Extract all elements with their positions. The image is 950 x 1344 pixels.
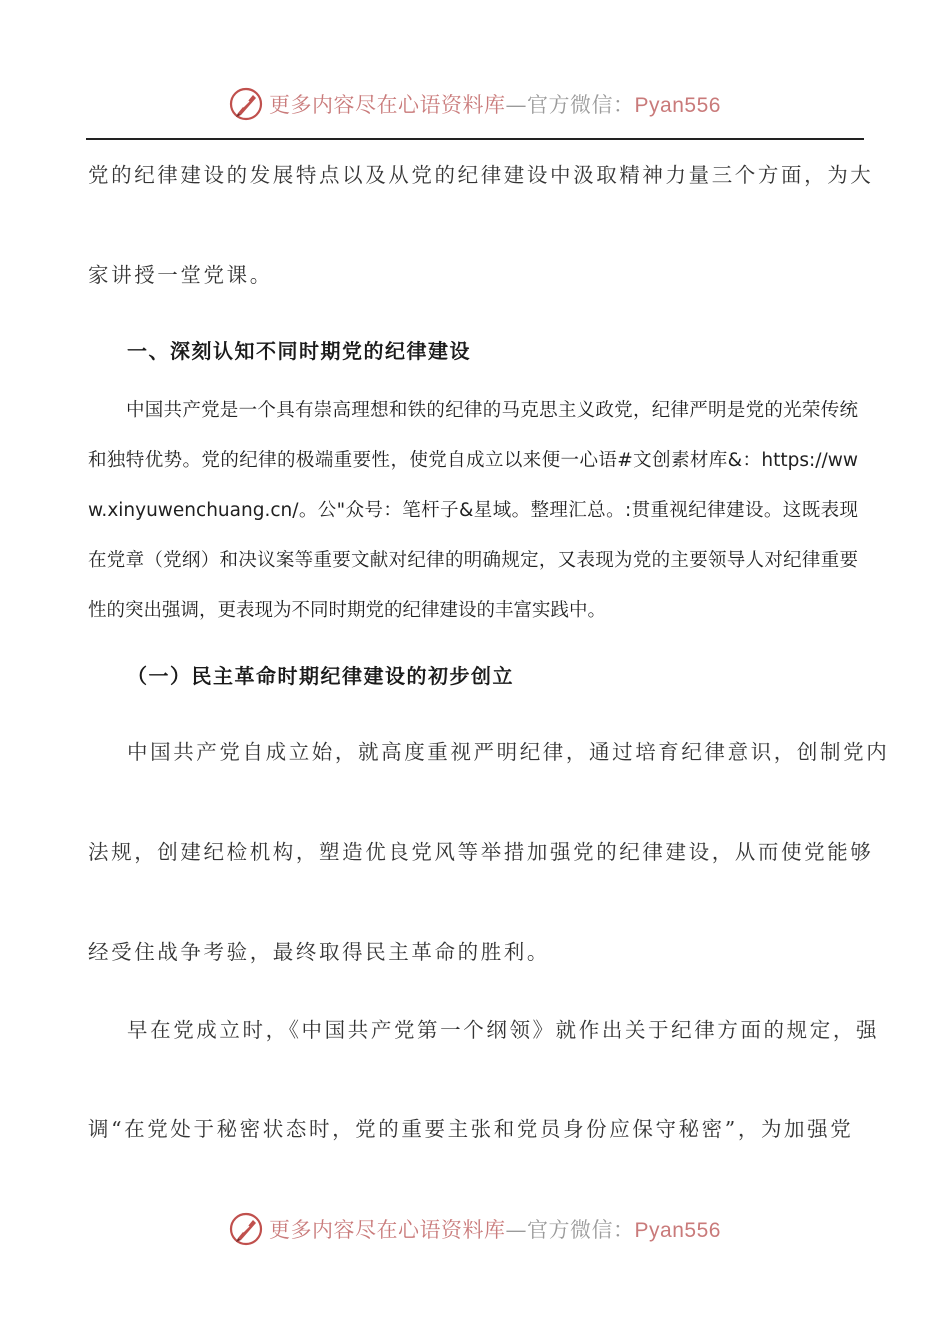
quill-pen-logo-icon — [229, 1212, 263, 1246]
header-banner — [0, 82, 950, 126]
paragraph-2-line-3: 经受住战争考验，最终取得民主革命的胜利。 — [88, 940, 550, 964]
paragraph-3-line-2: 调“在党处于秘密状态时，党的重要主张和党员身份应保守秘密”，为加强党 — [88, 1117, 854, 1141]
footer-banner — [0, 1207, 950, 1251]
footer-wechat-label: 官方微信： — [527, 1218, 635, 1242]
header-wechat-id: Pyan556 — [634, 94, 721, 117]
paragraph-2-line-1: 中国共产党自成立始，就高度重视严明纪律，通过培育纪律意识，创制党内 — [127, 740, 890, 764]
section-1-paragraph: 中国共产党是一个具有崇高理想和铁的纪律的马克思主义政党，纪律严明是党的光荣传统和独特优势。党的纪律的极端重要性，使党自成立以来便一心语#文创素材库&：https://www.xinyuwenchuang.cn/。公"众号：笔杆子&星域。整理汇总。:贯重视纪律建设。这既表现在党章（党纲）和决议案等重要文献对纪律的明确规定，又表现为党的主要领导人对纪律重要性的突出强调，更表现为不同时期党的纪律建设的丰富实践中。 — [88, 400, 858, 621]
paragraph-2-line-2: 法规，创建纪检机构，塑造优良党风等举措加强党的纪律建设，从而使党能够 — [88, 840, 874, 864]
intro-line-1: 党的纪律建设的发展特点以及从党的纪律建设中汲取精神力量三个方面，为大 — [88, 163, 874, 187]
footer-banner-text — [269, 1214, 721, 1244]
footer-wechat-id: Pyan556 — [634, 1219, 721, 1242]
footer-dash: — — [505, 1218, 528, 1242]
subsection-1-title: （一）民主革命时期纪律建设的初步创立 — [127, 664, 514, 688]
header-divider — [86, 138, 864, 140]
header-dash: — — [505, 93, 528, 117]
header-brand: 更多内容尽在心语资料库 — [269, 93, 506, 117]
section-1-title: 一、深刻认知不同时期党的纪律建设 — [127, 339, 471, 363]
header-banner-text — [269, 89, 721, 119]
paragraph-3-line-1: 早在党成立时，《中国共产党第一个纲领》就作出关于纪律方面的规定，强 — [127, 1018, 880, 1042]
intro-line-2: 家讲授一堂党课。 — [88, 263, 273, 287]
footer-brand: 更多内容尽在心语资料库 — [269, 1218, 506, 1242]
header-wechat-label: 官方微信： — [527, 93, 635, 117]
quill-pen-logo-icon — [229, 87, 263, 121]
